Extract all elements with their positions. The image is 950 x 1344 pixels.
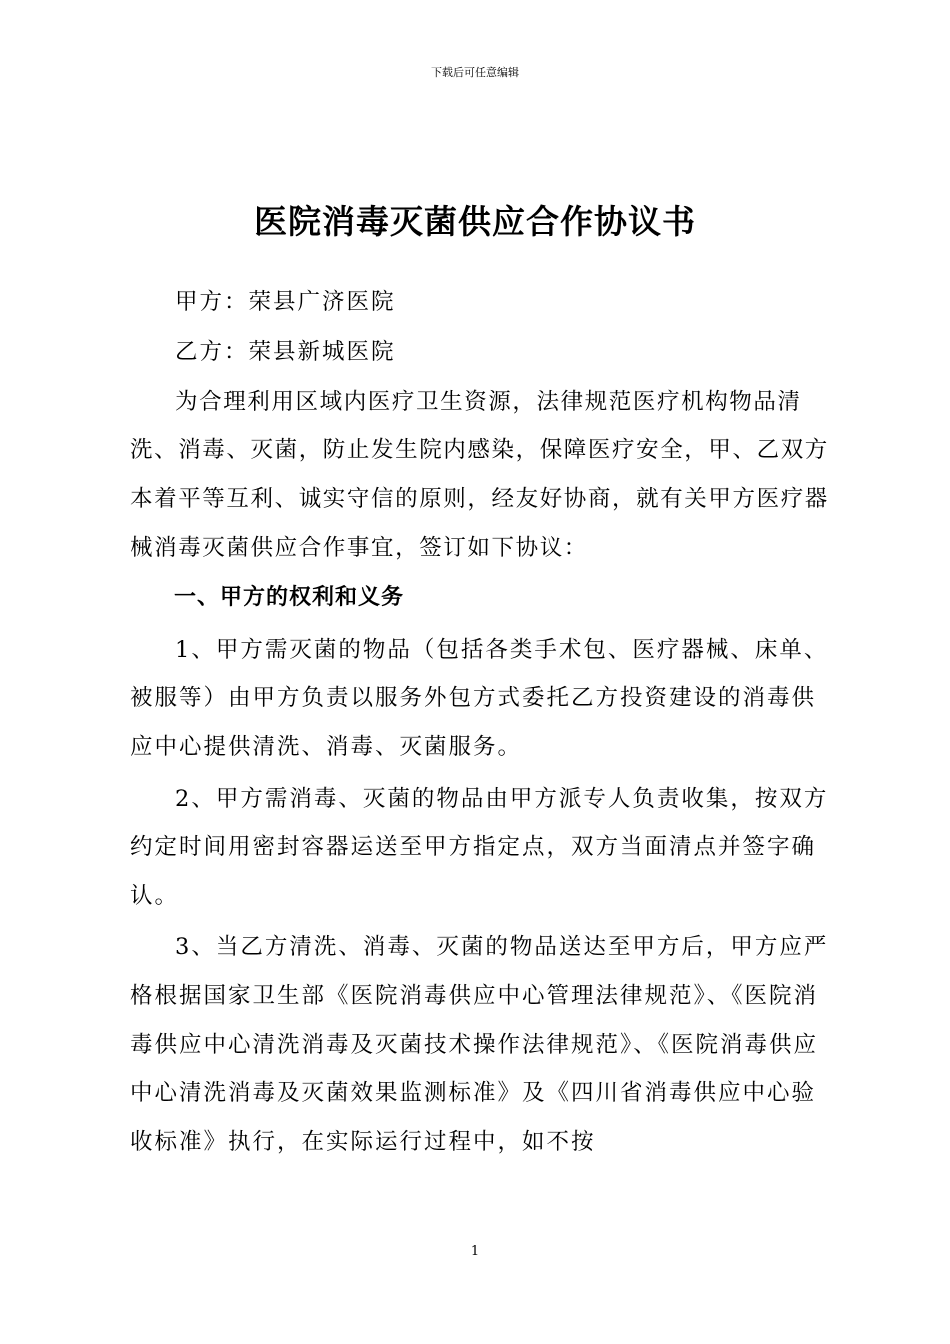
- clause-2: 2、甲方需消毒、灭菌的物品由甲方派专人负责收集，按双方约定时间用密封容器运送至甲方指定点，双方当面清点并签字确认。: [130, 785, 829, 909]
- section-heading: 一、甲方的权利和义务: [174, 585, 405, 611]
- clause-3: 3、当乙方清洗、消毒、灭菌的物品送达至甲方后，甲方应严格根据国家卫生部《医院消毒供应中心管理法律规范》、《医院消毒供应中心清洗消毒及灭菌技术操作法律规范》、《医院消毒供应中心清洗消毒及灭菌效果监测标准》及《四川省消毒供应中心验收标准》执行，在实际运行过程中，如不按: [130, 934, 829, 1155]
- party-a: 甲方：荣县广济医院: [175, 289, 396, 315]
- document-title: 医院消毒灭菌供应合作协议书: [254, 202, 696, 242]
- document-body: [130, 278, 830, 1169]
- clause-1: 1、甲方需灭菌的物品（包括各类手术包、医疗器械、床单、被服等）由甲方负责以服务外包方式委托乙方投资建设的消毒供应中心提供清洗、消毒、灭菌服务。: [130, 636, 829, 760]
- header-note: 下载后可任意编辑: [431, 66, 519, 79]
- page-number: 1: [470, 1244, 480, 1259]
- party-b: 乙方：荣县新城医院: [175, 339, 396, 366]
- intro-paragraph: 为合理利用区域内医疗卫生资源，法律规范医疗机构物品清洗、消毒、灭菌，防止发生院内感染，保障医疗安全，甲、乙双方本着平等互利、诚实守信的原则，经友好协商，就有关甲方医疗器械消毒灭菌供应合作事宜，签订如下协议：: [130, 388, 829, 561]
